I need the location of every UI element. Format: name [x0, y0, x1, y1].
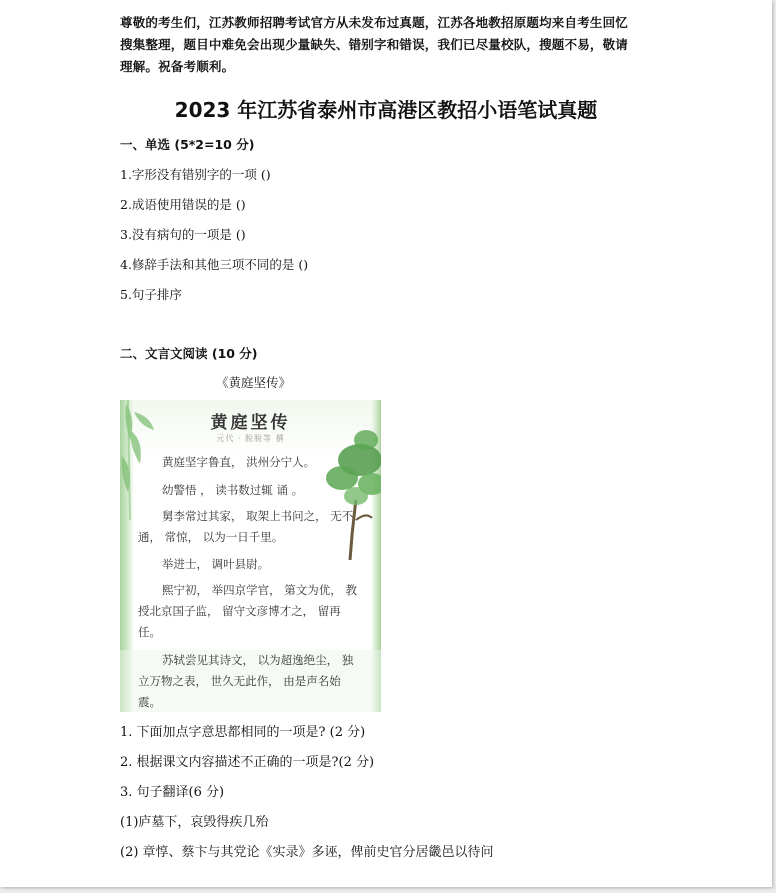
question-item: 4.修辞手法和其他三项不同的是 () — [120, 257, 309, 272]
image-paragraph: 舅李常过其家， 取架上书问之， 无不通， 常惊， 以为一日千里。 — [138, 509, 354, 544]
notice-line-2: 搜集整理，题目中难免会出现少量缺失、错别字和错误，我们已尽量校队，搜题不易，敬请 — [120, 37, 629, 52]
notice-line-1: 尊敬的考生们，江苏教师招聘考试官方从未发布过真题，江苏各地教招原题均来自考生回忆 — [120, 15, 629, 30]
image-paragraph: 黄庭坚字鲁直， 洪州分宁人。 — [162, 455, 316, 469]
image-paragraph: 举进士， 调叶县尉。 — [162, 557, 270, 571]
question-item: (1)庐墓下，哀毁得疾几殆 — [120, 815, 269, 830]
question-item: 3.没有病句的一项是 () — [120, 227, 246, 242]
question-item: 3. 句子翻译(6 分) — [120, 785, 225, 800]
question-item: 5.句子排序 — [120, 287, 182, 302]
question-item: 2.成语使用错误的是 () — [120, 197, 246, 212]
image-title: 黄庭坚传 — [210, 413, 291, 433]
page-title: 2023 年江苏省泰州市高港区教招小语笔试真题 — [174, 98, 598, 122]
passage-image — [120, 400, 381, 712]
section-1-heading: 一、单选 (5*2=10 分) — [120, 137, 255, 152]
image-paragraph: 熙宁初， 举四京学官， 第文为优， 教授北京国子监， 留守文彦博才之， 留再任。 — [138, 583, 357, 639]
question-item: 2. 根据课文内容描述不正确的一项是?(2 分) — [120, 755, 375, 770]
question-item: 1.字形没有错别字的一项 () — [120, 167, 271, 182]
passage-title: 《黄庭坚传》 — [216, 375, 292, 390]
exam-notice — [120, 12, 660, 78]
section-2-heading: 二、文言文阅读 (10 分) — [120, 346, 258, 361]
image-paragraph: 幼警悟 ， 读书数过辄 诵 。 — [162, 483, 304, 497]
image-author: 元代 · 脱脱等 撰 — [216, 434, 285, 443]
question-item: 1. 下面加点字意思都相同的一项是? (2 分) — [120, 725, 366, 740]
image-paragraph: 苏轼尝见其诗文， 以为超逸绝尘， 独立万物之表， 世久无此作， 由是声名始震。 — [138, 653, 354, 709]
notice-line-3: 理解。祝备考顺利。 — [120, 59, 235, 74]
question-item: (2) 章惇、蔡卞与其党论《实录》多诬，俾前史官分居畿邑以待问 — [120, 845, 494, 860]
